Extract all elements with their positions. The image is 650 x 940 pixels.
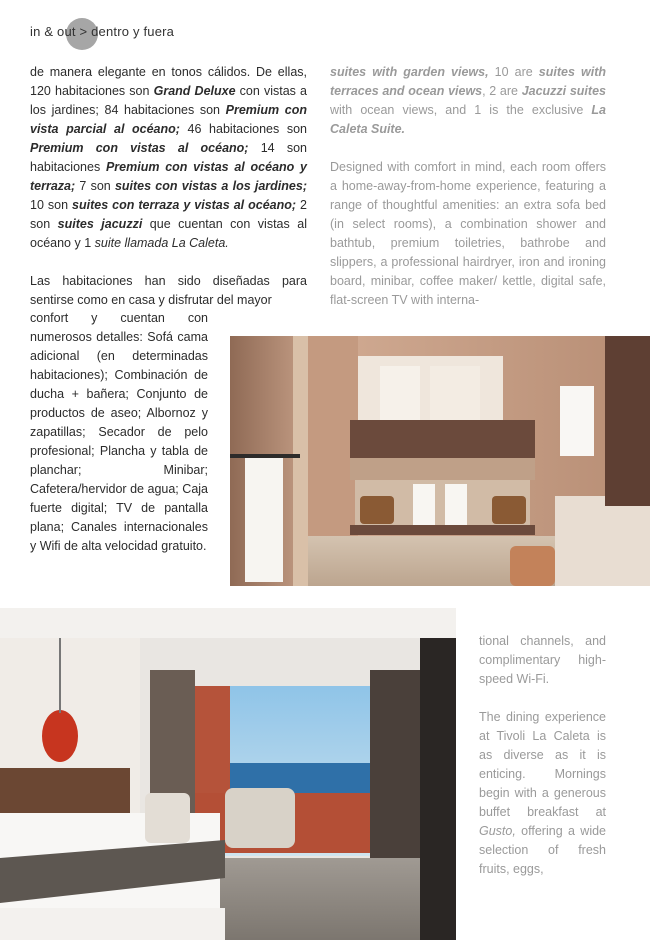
text-segment: 7 son bbox=[75, 179, 115, 193]
spanish-paragraph-2b: confort y cuentan con numerosos detalles: Sofá cama adicional (en determinadas habitaciones); Combinación de ducha + bañera; Conjunto de productos de aseo; Albornoz y zapatillas; Secador de pelo profesional; Plancha y tabla de planchar; Minibar; Cafetera/hervidor de agua; Caja fuerte digital; TV de pantalla plana; Canales internacionales y Wifi de alta velocidad gratuito. bbox=[30, 311, 208, 553]
bedroom-photo bbox=[0, 608, 456, 940]
header-text: in & out > dentro y fuera bbox=[30, 24, 175, 39]
text-segment: Gusto, bbox=[479, 824, 516, 838]
english-paragraph-1 bbox=[330, 63, 606, 139]
spanish-paragraph-2a: Las habitaciones han sido diseñadas para sentirse como en casa y disfrutar del mayor bbox=[30, 274, 307, 307]
text-segment: Premium con vista parcial al océano; bbox=[30, 103, 308, 136]
text-segment: La Caleta Suite. bbox=[330, 103, 606, 136]
text-segment: suites with garden views, bbox=[330, 65, 489, 79]
text-segment: con vistas a los jardines; 84 habitaciones son bbox=[30, 84, 307, 117]
text-segment: Jacuzzi suites bbox=[521, 84, 606, 98]
text-segment: 10 are bbox=[488, 65, 539, 79]
text-segment: 2 son bbox=[30, 198, 307, 231]
text-segment: suites with terraces and ocean views bbox=[330, 65, 606, 98]
bathroom-photo bbox=[230, 336, 650, 586]
text-segment: The dining experience at Tivoli La Caleta is as diverse as it is enticing. Mornings begin with a generous buffet breakfast at bbox=[479, 710, 606, 819]
text-segment: Grand Deluxe bbox=[153, 84, 236, 98]
bathroom-illustration bbox=[230, 336, 650, 586]
text-segment: suites con vistas a los jardines; bbox=[114, 179, 307, 193]
bedroom-illustration bbox=[0, 608, 456, 940]
text-segment: que cuentan con vistas al océano y 1 bbox=[30, 217, 307, 250]
text-segment: Premium con vistas al océano; bbox=[30, 141, 249, 155]
text-segment: 46 habitaciones son bbox=[179, 122, 308, 136]
spanish-column-top bbox=[30, 63, 307, 310]
english-column-top bbox=[330, 63, 606, 310]
spanish-paragraph-1 bbox=[30, 63, 307, 253]
text-segment: de manera elegante en tonos cálidos. De ellas, 120 habitaciones son bbox=[30, 65, 307, 98]
text-segment: offering a wide selection of fresh fruits, eggs, bbox=[479, 824, 606, 876]
text-segment: 10 son bbox=[30, 198, 73, 212]
text-segment: suites con terraza y vistas al océano; bbox=[72, 198, 297, 212]
spanish-column-wrap bbox=[30, 309, 208, 556]
english-paragraph-2: Designed with comfort in mind, each room offers a home-away-from-home experience, featuring a range of thoughtful amenities: an extra sofa bed (in select rooms), a combination shower and bathtub, premium toiletries, bathrobe and slippers, a professional hairdryer, iron and ironing board, minibar, coffee maker/ kettle, digital safe, flat-screen TV with interna- bbox=[330, 160, 606, 307]
text-segment: Premium con vistas al océano y terraza; bbox=[30, 160, 307, 193]
text-segment: 14 son habitaciones bbox=[30, 141, 307, 174]
text-segment: with ocean views, and 1 is the exclusive bbox=[330, 103, 592, 117]
text-segment: , 2 are bbox=[482, 84, 522, 98]
english-paragraph-4 bbox=[479, 708, 606, 879]
english-column-bottom bbox=[479, 632, 606, 879]
text-segment: suite llamada La Caleta. bbox=[94, 236, 229, 250]
section-header bbox=[30, 24, 330, 44]
text-segment: suites jacuzzi bbox=[57, 217, 143, 231]
english-paragraph-3: tional channels, and complimentary high-speed Wi-Fi. bbox=[479, 634, 606, 686]
